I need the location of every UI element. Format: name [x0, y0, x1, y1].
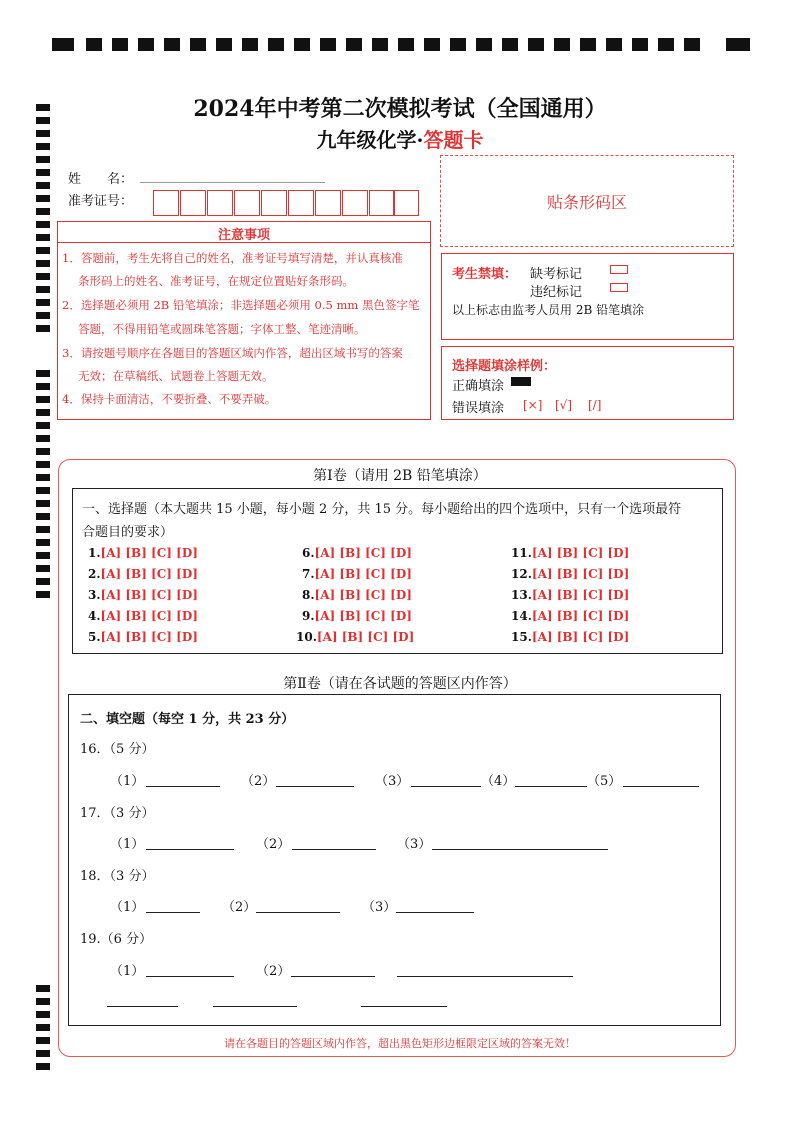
fill-section-title: 二、填空题（每空 1 分，共 23 分）: [80, 712, 295, 727]
notice-line: 2．选择题必须用 2B 铅笔填涂；非选择题必须用 0.5 mm 黑色签字笔: [62, 298, 420, 312]
timing-mark: [190, 38, 206, 51]
timing-mark: [36, 513, 50, 520]
timing-mark: [36, 396, 50, 403]
timing-mark: [476, 38, 492, 51]
timing-mark: [346, 38, 362, 51]
timing-mark: [36, 383, 50, 390]
sample-title: 选择题填涂样例：: [452, 359, 557, 374]
timing-mark: [138, 38, 154, 51]
q17-label: 17．（3 分）: [80, 806, 155, 821]
timing-mark: [606, 38, 622, 51]
q18-blank-label: （3）: [362, 900, 397, 915]
absent-mark-box[interactable]: [610, 265, 628, 274]
timing-mark: [658, 38, 674, 51]
mc-question[interactable]: 8.[A] [B] [C] [D]: [302, 588, 412, 602]
timing-mark: [268, 38, 284, 51]
id-digit-box[interactable]: [234, 190, 260, 216]
timing-mark: [36, 539, 50, 546]
q19-blank[interactable]: [291, 976, 375, 977]
timing-mark: [36, 422, 50, 429]
q16-blank[interactable]: [623, 786, 699, 787]
timing-mark: [36, 312, 50, 319]
q16-blank-label: （2）: [241, 774, 276, 789]
q18-label: 18．（3 分）: [80, 869, 155, 884]
timing-mark: [36, 998, 50, 1005]
mc-question[interactable]: 11.[A] [B] [C] [D]: [511, 546, 630, 560]
q17-blank[interactable]: [146, 849, 234, 850]
timing-mark: [632, 38, 648, 51]
notice-line: 3．请按题号顺序在各题目的答题区域内作答，超出区域书写的答案: [62, 346, 403, 360]
q16-blank[interactable]: [515, 786, 587, 787]
subtitle-accent: 答题卡: [423, 128, 484, 152]
exam-title: 2024年中考第二次模拟考试（全国通用）: [193, 96, 607, 122]
correct-label: 正确填涂: [452, 379, 505, 394]
timing-mark: [424, 38, 440, 51]
id-label: 准考证号：: [68, 194, 134, 209]
q17-blank[interactable]: [292, 849, 376, 850]
notice-line: 条形码上的姓名、准考证号，在规定位置贴好条形码。: [78, 274, 354, 288]
timing-mark: [36, 1063, 50, 1070]
forbidden-title: 考生禁填：: [452, 267, 518, 282]
timing-mark: [86, 38, 102, 51]
absent-label: 缺考标记: [530, 267, 583, 282]
timing-mark: [294, 38, 310, 51]
timing-mark: [36, 273, 50, 280]
timing-mark: [242, 38, 258, 51]
notice-line: 1．答题前，考生先将自己的姓名，准考证号填写清楚，并认真核准: [62, 251, 403, 265]
wrong-mark-3: [/]: [588, 398, 602, 412]
q16-blank-label: （1）: [110, 774, 145, 789]
mc-question[interactable]: 4.[A] [B] [C] [D]: [88, 609, 198, 623]
id-digit-box[interactable]: [207, 190, 233, 216]
part1-desc-line2: 合题目的要求）: [82, 525, 174, 540]
q19-blank[interactable]: [397, 976, 573, 977]
timing-mark: [36, 409, 50, 416]
timing-mark: [36, 448, 50, 455]
exam-subtitle: [0, 124, 800, 153]
id-digit-box[interactable]: [315, 190, 341, 216]
timing-mark: [36, 260, 50, 267]
timing-mark: [36, 487, 50, 494]
timing-mark: [36, 370, 50, 377]
name-field[interactable]: [140, 182, 325, 183]
timing-mark: [112, 38, 128, 51]
id-digit-box[interactable]: [369, 190, 395, 216]
timing-mark: [554, 38, 570, 51]
q16-blank-label: （4）: [481, 774, 516, 789]
q19-label: 19.（6 分）: [80, 932, 153, 947]
q18-blank[interactable]: [396, 912, 474, 913]
q16-blank[interactable]: [146, 786, 220, 787]
mc-question[interactable]: 1.[A] [B] [C] [D]: [88, 546, 198, 560]
forbidden-note: 以上标志由监考人员用 2B 铅笔填涂: [452, 303, 645, 317]
timing-mark: [726, 38, 750, 51]
timing-mark: [36, 1011, 50, 1018]
q16-blank[interactable]: [276, 786, 354, 787]
part2-heading: 第Ⅱ卷（请在各试题的答题区内作答）: [283, 676, 517, 692]
q18-blank[interactable]: [146, 912, 200, 913]
q16-blank-label: （5）: [587, 774, 622, 789]
q19-blank[interactable]: [146, 976, 234, 977]
q17-blank[interactable]: [432, 849, 608, 850]
subtitle-main: 九年级化学·: [316, 128, 424, 152]
q18-blank[interactable]: [256, 912, 340, 913]
timing-mark: [398, 38, 414, 51]
id-digit-box[interactable]: [393, 190, 419, 216]
id-digit-box[interactable]: [261, 190, 287, 216]
timing-mark: [36, 985, 50, 992]
timing-mark: [36, 221, 50, 228]
timing-mark: [36, 578, 50, 585]
notice-line: 无效；在草稿纸、试题卷上答题无效。: [78, 369, 274, 383]
part1-heading: 第Ⅰ卷（请用 2B 铅笔填涂）: [313, 468, 487, 484]
timing-mark: [372, 38, 388, 51]
timing-mark: [320, 38, 336, 51]
name-label: 姓 名：: [68, 172, 134, 187]
part1-desc-line1: 一、选择题（本大题共 15 小题，每小题 2 分，共 15 分。每小题给出的四个选项中，只有一个选项最符: [82, 502, 682, 517]
q16-blank-label: （3）: [375, 774, 410, 789]
mc-question[interactable]: 2.[A] [B] [C] [D]: [88, 567, 198, 581]
mc-question[interactable]: 5.[A] [B] [C] [D]: [88, 630, 198, 644]
violation-mark-box[interactable]: [610, 283, 628, 292]
timing-mark: [36, 247, 50, 254]
q19-blank[interactable]: [107, 1006, 178, 1007]
timing-mark: [52, 38, 74, 51]
q17-blank-label: （1）: [110, 837, 145, 852]
wrong-mark-2: [√]: [555, 398, 573, 412]
timing-mark: [36, 591, 50, 598]
q17-blank-label: （2）: [256, 837, 291, 852]
timing-mark: [528, 38, 544, 51]
mc-question[interactable]: 9.[A] [B] [C] [D]: [302, 609, 412, 623]
q19-blank-label: （1）: [110, 964, 145, 979]
correct-fill-sample: [511, 377, 531, 386]
mc-question[interactable]: 3.[A] [B] [C] [D]: [88, 588, 198, 602]
id-digit-box[interactable]: [153, 190, 179, 216]
timing-mark: [502, 38, 518, 51]
mc-question[interactable]: 13.[A] [B] [C] [D]: [511, 588, 630, 602]
timing-mark: [36, 208, 50, 215]
mc-question[interactable]: 15.[A] [B] [C] [D]: [511, 630, 630, 644]
q18-blank-label: （2）: [222, 900, 257, 915]
q16-label: 16．（5 分）: [80, 742, 155, 757]
q16-blank[interactable]: [411, 786, 481, 787]
timing-mark: [36, 435, 50, 442]
timing-mark: [36, 156, 50, 163]
timing-mark: [36, 500, 50, 507]
footer-warning: 请在各题目的答题区域内作答，超出黑色矩形边框限定区域的答案无效！: [224, 1037, 576, 1050]
mc-question[interactable]: 6.[A] [B] [C] [D]: [302, 546, 412, 560]
timing-mark: [36, 299, 50, 306]
timing-mark: [684, 38, 700, 51]
timing-mark: [36, 565, 50, 572]
timing-mark: [36, 195, 50, 202]
timing-mark: [36, 286, 50, 293]
mc-question[interactable]: 12.[A] [B] [C] [D]: [511, 567, 630, 581]
q19-blank[interactable]: [361, 1006, 447, 1007]
id-digit-box[interactable]: [180, 190, 206, 216]
timing-mark: [36, 234, 50, 241]
timing-mark: [216, 38, 232, 51]
timing-mark: [450, 38, 466, 51]
violation-label: 违纪标记: [530, 285, 583, 300]
mc-question[interactable]: 7.[A] [B] [C] [D]: [302, 567, 412, 581]
q19-blank-label: （2）: [256, 964, 291, 979]
timing-mark: [36, 182, 50, 189]
id-digit-box[interactable]: [288, 190, 314, 216]
q17-blank-label: （3）: [397, 837, 432, 852]
timing-mark: [36, 169, 50, 176]
timing-mark: [164, 38, 180, 51]
id-digit-box[interactable]: [342, 190, 368, 216]
timing-mark: [36, 1024, 50, 1031]
mc-question[interactable]: 14.[A] [B] [C] [D]: [511, 609, 630, 623]
timing-mark: [36, 1050, 50, 1057]
timing-mark: [36, 325, 50, 332]
notice-line: 4．保持卡面清洁，不要折叠、不要弄破。: [62, 392, 277, 406]
timing-mark: [580, 38, 596, 51]
q18-blank-label: （1）: [110, 900, 145, 915]
wrong-mark-1: [×]: [523, 398, 543, 412]
wrong-label: 错误填涂: [452, 401, 505, 416]
timing-mark: [36, 552, 50, 559]
notice-title: 注意事项: [217, 228, 270, 243]
barcode-area-label: 贴条形码区: [546, 193, 627, 212]
mc-question[interactable]: 10.[A] [B] [C] [D]: [296, 630, 415, 644]
timing-mark: [36, 526, 50, 533]
notice-line: 答题，不得用铅笔或圆珠笔答题；字体工整、笔迹清晰。: [78, 322, 366, 336]
q19-blank[interactable]: [213, 1006, 297, 1007]
